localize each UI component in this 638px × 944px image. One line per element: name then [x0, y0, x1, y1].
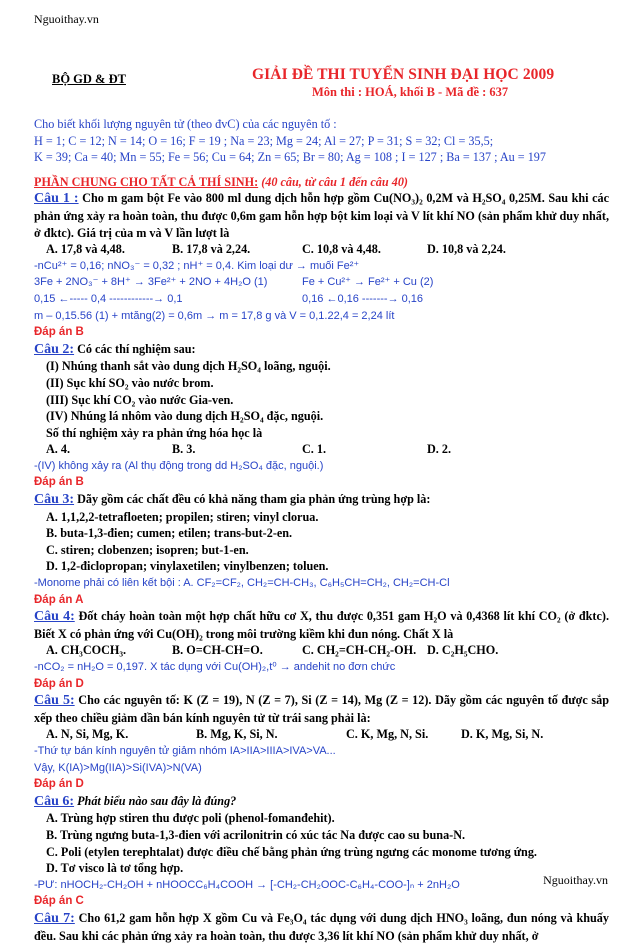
- question-label: Câu 5:: [34, 693, 75, 709]
- question-label: Câu 1 :: [34, 191, 79, 207]
- options-row: [34, 642, 609, 659]
- option: A. CH₃COCH₃.: [46, 643, 127, 658]
- option: A. N, Si, Mg, K.: [46, 727, 129, 742]
- option: A. Trùng hợp stiren thu được poli (phenol-fomanđehit).: [46, 811, 335, 826]
- option: D. C₂H₅CHO.: [427, 643, 499, 658]
- option: D. 10,8 và 2,24.: [427, 242, 506, 257]
- question-1: [34, 190, 609, 241]
- question-label: Câu 3:: [34, 492, 75, 508]
- option: A. 17,8 và 4,48.: [46, 242, 125, 257]
- solution-line: -Monome phải có liên kết bội : A. CF₂=CF₂, CH₂=CH-CH₃, C₆H₅CH=CH₂, CH₂=CH-Cl: [34, 577, 450, 590]
- section-note: (40 câu, từ câu 1 đến câu 40): [261, 174, 408, 189]
- answer-label: Đáp án B: [34, 326, 84, 339]
- intro-line: H = 1; C = 12; N = 14; O = 16; F = 19 ; Na = 23; Mg = 24; Al = 27; P = 31; S = 32; Cl = 35,5;: [34, 133, 494, 148]
- question-4: [34, 608, 609, 642]
- option: D. 2.: [427, 442, 452, 457]
- statement: (II) Sục khí SO₂ vào nước brom.: [46, 375, 214, 390]
- statement: (I) Nhúng thanh sắt vào dung dịch H₂SO₄ loãng, nguội.: [46, 359, 331, 374]
- option: C. 1.: [302, 442, 327, 457]
- statement: (IV) Nhúng lá nhôm vào dung dịch H₂SO₄ đặc, nguội.: [46, 409, 324, 424]
- solution-line: [34, 291, 609, 308]
- question-text: Có các thí nghiệm sau:: [77, 341, 196, 356]
- answer-label: Đáp án B: [34, 476, 84, 489]
- exam-title: GIẢI ĐỀ THI TUYỂN SINH ĐẠI HỌC 2009: [252, 66, 555, 83]
- option: C. stiren; clobenzen; isopren; but-1-en.: [46, 542, 249, 557]
- intro-line: K = 39; Ca = 40; Mn = 55; Fe = 56; Cu = 64; Zn = 65; Br = 80; Ag = 108 ; I = 127 ; Ba = 137 ; Au = 197: [34, 150, 546, 165]
- section-label: PHẦN CHUNG CHO TẤT CẢ THÍ SINH:: [34, 174, 259, 189]
- section-heading: [34, 174, 609, 191]
- question-6: [34, 793, 609, 811]
- option: B. buta-1,3-đien; cumen; etilen; trans-but-2-en.: [46, 526, 293, 541]
- question-label: Câu 7:: [34, 910, 75, 926]
- question-text: Cho các nguyên tố: K (Z = 19), N (Z = 7), Si (Z = 14), Mg (Z = 12). Dãy gồm các nguyên tố được sắp xếp theo chiều giảm dần bán kính nguyên tử từ trái sang phải là:: [34, 693, 609, 725]
- option: A. 1,1,2,2-tetrafloeten; propilen; stiren; vinyl clorua.: [46, 509, 319, 524]
- options-row: [34, 241, 609, 258]
- question-3: [34, 491, 609, 509]
- question-text: Cho 61,2 gam hỗn hợp X gồm Cu và Fe₃O₄ tác dụng với dung dịch HNO₃ loãng, đun nóng và khuấy đều. Sau khi các phản ứng xảy ra hoàn toàn, thu được 3,36 lít khí NO (sản phẩm khử duy nhất, ở: [34, 910, 609, 943]
- exam-subtitle: Môn thi : HOÁ, khối B - Mã đề : 637: [312, 85, 509, 99]
- question-text: Đốt cháy hoàn toàn một hợp chất hữu cơ X, thu được 0,351 gam H₂O và 0,4368 lít khí CO₂ (ở đktc). Biết X có phản ứng với Cu(OH)₂ trong môi trường kiềm khi đun nóng. Chất X là: [34, 609, 609, 641]
- statement: (III) Sục khí CO₂ vào nước Gia-ven.: [46, 392, 234, 407]
- answer-label: Đáp án D: [34, 778, 84, 791]
- question-prompt: Số thí nghiệm xảy ra phản ứng hóa học là: [46, 425, 263, 440]
- option: C. K, Mg, N, Si.: [346, 727, 429, 742]
- content: [34, 116, 609, 944]
- solution-line: -nCO₂ = nH₂O = 0,197. X tác dụng với Cu(OH)₂,t⁰ → andehit no đơn chức: [34, 661, 396, 673]
- options-row: [34, 726, 609, 743]
- option: D. 1,2-điclopropan; vinylaxetilen; vinylbenzen; toluen.: [46, 559, 329, 574]
- header-site: Nguoithay.vn: [34, 12, 99, 26]
- solution-line: -(IV) không xảy ra (Al thụ động trong dd H₂SO₄ đặc, nguội.): [34, 459, 324, 472]
- option: C. Poli (etylen terephtalat) được điều chế bằng phản ứng trùng ngưng các monome tương ứng.: [46, 844, 537, 859]
- solution-line: [34, 274, 609, 291]
- solution-line: m – 0,15.56 (1) + mtăng(2) = 0,6m → m = 17,8 g và V = 0,1.22,4 = 2,24 lít: [34, 309, 395, 322]
- solution-line: Vậy, K(IA)>Mg(IIA)>Si(IVA)>N(VA): [34, 761, 202, 774]
- question-label: Câu 2:: [34, 341, 75, 357]
- question-5: [34, 692, 609, 726]
- intro-line: Cho biết khối lượng nguyên tử (theo đvC) của các nguyên tố :: [34, 117, 337, 131]
- solution-line: -Thứ tự bán kính nguyên tử giảm nhóm IA>IIA>IIIA>IVA>VA...: [34, 744, 336, 757]
- option: B. 3.: [172, 442, 196, 457]
- answer-label: Đáp án C: [34, 895, 84, 908]
- option: A. 4.: [46, 442, 71, 457]
- question-label: Câu 4:: [34, 609, 75, 625]
- option: B. Mg, K, Si, N.: [196, 727, 278, 742]
- question-7: [34, 910, 609, 944]
- question-2: [34, 341, 609, 359]
- answer-label: Đáp án A: [34, 593, 84, 606]
- question-label: Câu 6:: [34, 793, 75, 809]
- option: B. O=CH-CH=O.: [172, 643, 263, 658]
- option: C. 10,8 và 4,48.: [302, 242, 381, 257]
- option: D. Tơ visco là tơ tổng hợp.: [46, 861, 184, 876]
- mole-ratio-1: 0,15 ←----- 0,4 ------------→ 0,1: [34, 292, 183, 305]
- solution-line: -PƯ: nHOCH₂-CH₂OH + nHOOCC₆H₄COOH → [-CH₂-CH₂OOC-C₆H₄-COO-]ₙ + 2nH₂O: [34, 878, 460, 891]
- footer-site: Nguoithay.vn: [543, 873, 608, 887]
- options-row: [34, 441, 609, 458]
- mole-ratio-2: 0,16 ←0,16 -------→ 0,16: [302, 292, 424, 305]
- equation-1: 3Fe + 2NO₃⁻ + 8H⁺ → 3Fe²⁺ + 2NO + 4H₂O (1): [34, 276, 268, 289]
- solution-line: -nCu²⁺ = 0,16; nNO₃⁻ = 0,32 ; nH⁺ = 0,4. Kim loại dư → muối Fe²⁺: [34, 259, 360, 272]
- option: B. Trùng ngưng buta-1,3-đien với acrilonitrin có xúc tác Na được cao su buna-N.: [46, 827, 466, 842]
- answer-label: Đáp án D: [34, 677, 84, 690]
- option: D. K, Mg, Si, N.: [461, 727, 544, 742]
- option: B. 17,8 và 2,24.: [172, 242, 251, 257]
- equation-2: Fe + Cu²⁺ → Fe²⁺ + Cu (2): [302, 276, 434, 289]
- ministry-label: BỘ GD & ĐT: [52, 72, 126, 86]
- question-text: Cho m gam bột Fe vào 800 ml dung dịch hỗn hợp gồm Cu(NO₃)₂ 0,2M và H₂SO₄ 0,25M. Sau khi các phản ứng xảy ra hoàn toàn, thu được 0,6m gam hỗn hợp bột kim loại và V lít khí NO (sản phẩm khử duy nhất, ở đktc). Giá trị của m và V lần lượt là: [34, 191, 610, 240]
- question-text: Phát biểu nào sau đây là đúng?: [77, 793, 237, 808]
- option: C. CH₂=CH-CH₂-OH.: [302, 643, 417, 658]
- question-text: Dãy gồm các chất đều có khả năng tham gia phản ứng trùng hợp là:: [77, 492, 431, 507]
